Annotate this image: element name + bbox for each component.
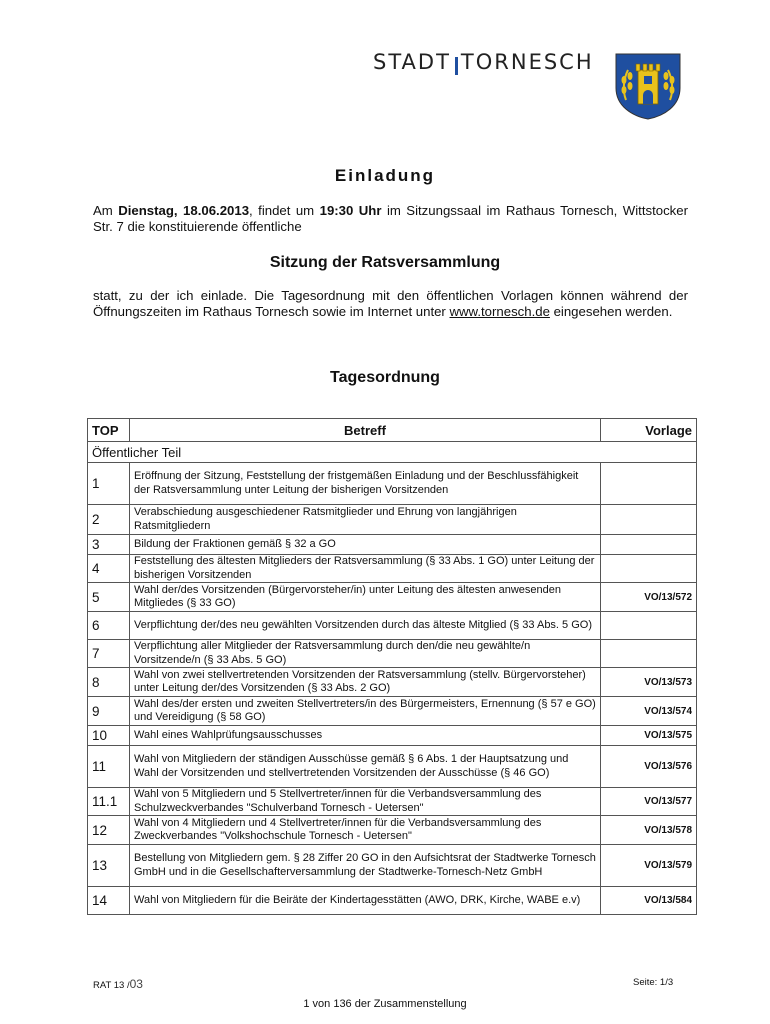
agenda-proposal: VO/13/577 [601, 788, 697, 816]
agenda-top-number: 3 [88, 535, 130, 555]
section-row [88, 442, 697, 463]
agenda-row [88, 583, 697, 612]
footer-reference [93, 977, 143, 991]
agenda-row [88, 816, 697, 845]
agenda-subject: Feststellung des ältesten Mitglieders der Ratsversammlung (§ 33 Abs. 1 GO) unter Leitung der bisherigen Vorsitzenden [130, 555, 601, 583]
agenda-proposal [601, 640, 697, 668]
agenda-row [88, 726, 697, 746]
agenda-top-number: 1 [88, 463, 130, 505]
agenda-subject: Wahl von zwei stellvertretenden Vorsitzenden der Ratsversammlung (stellv. Bürgervorsteher) unter Leitung der/des Vorsitzenden (§ 33 Abs. 2 GO) [130, 668, 601, 697]
body-text-1: statt, zu der ich einlade. Die Tagesordnung mit den öffentlichen Vorlagen können während der Öffnungszeiten im Rathaus Tornesch sowie im Internet unter [93, 288, 688, 319]
agenda-proposal: VO/13/574 [601, 697, 697, 726]
agenda-top-number: 8 [88, 668, 130, 697]
agenda-top-number: 5 [88, 583, 130, 612]
agenda-proposal [601, 535, 697, 555]
agenda-row [88, 463, 697, 505]
agenda-subject: Wahl des/der ersten und zweiten Stellvertreters/in des Bürgermeisters, Ernennung (§ 57 e GO) und Vereidigung (§ 58 GO) [130, 697, 601, 726]
agenda-row [88, 640, 697, 668]
footer-ref-number: 03 [129, 977, 143, 991]
meeting-title: Sitzung der Ratsversammlung [269, 254, 501, 271]
intro-paragraph [93, 203, 688, 235]
agenda-top-number: 14 [88, 887, 130, 915]
agenda-subject: Wahl der/des Vorsitzenden (Bürgervorsteher/in) unter Leitung des ältesten anwesenden Mitgliedes (§ 33 GO) [130, 583, 601, 612]
footer-page-number: Seite: 1/3 [633, 977, 674, 988]
body-paragraph [93, 288, 688, 320]
agenda-row [88, 668, 697, 697]
agenda-proposal: VO/13/572 [601, 583, 697, 612]
agenda-top-number: 4 [88, 555, 130, 583]
agenda-proposal: VO/13/573 [601, 668, 697, 697]
intro-text-2: , findet um [249, 203, 320, 218]
city-crest-icon [614, 52, 682, 120]
document-title: Einladung [334, 166, 436, 185]
agenda-subject: Verpflichtung aller Mitglieder der Ratsversammlung durch den/die neu gewählte/n Vorsitzende/n (§ 33 Abs. 5 GO) [130, 640, 601, 668]
agenda-subject: Wahl eines Wahlprüfungsausschusses [130, 726, 601, 746]
agenda-top-number: 10 [88, 726, 130, 746]
agenda-top-number: 6 [88, 612, 130, 640]
website-link[interactable]: www.tornesch.de [449, 304, 550, 319]
header-betreff: Betreff [130, 419, 601, 442]
agenda-title: Tagesordnung [330, 369, 440, 386]
city-name-separator [455, 57, 458, 75]
section-label: Öffentlicher Teil [88, 442, 697, 463]
agenda-row [88, 845, 697, 887]
agenda-row [88, 887, 697, 915]
agenda-proposal: VO/13/578 [601, 816, 697, 845]
agenda-top-number: 13 [88, 845, 130, 887]
agenda-subject: Wahl von 4 Mitgliedern und 4 Stellvertreter/innen für die Verbandsversammlung des Zweckverbandes "Volkshochschule Tornesch - Uetersen" [130, 816, 601, 845]
agenda-top-number: 11.1 [88, 788, 130, 816]
intro-text-3: im Sitzungssaal im Rathaus Tornesch, Wittstocker Str. 7 die konstituierende öffentliche [93, 203, 688, 234]
agenda-top-number: 11 [88, 746, 130, 788]
agenda-proposal [601, 463, 697, 505]
agenda-top-number: 9 [88, 697, 130, 726]
agenda-subject: Bildung der Fraktionen gemäß § 32 a GO [130, 535, 601, 555]
agenda-row [88, 505, 697, 535]
agenda-top-number: 2 [88, 505, 130, 535]
agenda-proposal [601, 612, 697, 640]
header-top: TOP [88, 419, 130, 442]
agenda-subject: Wahl von 5 Mitgliedern und 5 Stellvertreter/innen für die Verbandsversammlung des Schulzweckverbandes "Schulverband Tornesch - Uetersen" [130, 788, 601, 816]
header-vorlage: Vorlage [601, 419, 697, 442]
city-name-part1: STADT [373, 50, 451, 74]
agenda-proposal: VO/13/579 [601, 845, 697, 887]
footer-ref-prefix: RAT 13 / [93, 980, 130, 991]
agenda-row [88, 612, 697, 640]
agenda-subject: Wahl von Mitgliedern der ständigen Ausschüsse gemäß § 6 Abs. 1 der Hauptsatzung und Wahl der Vorsitzenden und stellvertretenden Vorsitzenden der Ausschüsse (§ 46 GO) [130, 746, 601, 788]
meeting-time: 19:30 Uhr [319, 203, 382, 218]
agenda-proposal: VO/13/576 [601, 746, 697, 788]
agenda-top-number: 12 [88, 816, 130, 845]
city-name [373, 50, 594, 75]
agenda-top-number: 7 [88, 640, 130, 668]
agenda-row [88, 746, 697, 788]
city-name-part2: TORNESCH [460, 50, 594, 74]
agenda-proposal: VO/13/584 [601, 887, 697, 915]
intro-text-1: Am [93, 203, 119, 218]
body-text-2: eingesehen werden. [549, 304, 673, 319]
agenda-proposal [601, 555, 697, 583]
agenda-row [88, 697, 697, 726]
footer-compilation-note: 1 von 136 der Zusammenstellung [303, 998, 467, 1010]
agenda-proposal: VO/13/575 [601, 726, 697, 746]
agenda-proposal [601, 505, 697, 535]
agenda-subject: Verpflichtung der/des neu gewählten Vorsitzenden durch das älteste Mitglied (§ 33 Abs. 5 GO) [130, 612, 601, 640]
agenda-subject: Eröffnung der Sitzung, Feststellung der fristgemäßen Einladung und der Beschlussfähigkeit der Ratsversammlung unter Leitung der bisherigen Vorsitzenden [130, 463, 601, 505]
agenda-table [87, 418, 697, 915]
agenda-row [88, 788, 697, 816]
agenda-subject: Wahl von Mitgliedern für die Beiräte der Kindertagesstätten (AWO, DRK, Kirche, WABE e.v) [130, 887, 601, 915]
agenda-row [88, 555, 697, 583]
agenda-row [88, 535, 697, 555]
agenda-subject: Bestellung von Mitgliedern gem. § 28 Ziffer 20 GO in den Aufsichtsrat der Stadtwerke Tornesch GmbH und in die Gesellschafterversammlung der Stadtwerke-Tornesch-Netz GmbH [130, 845, 601, 887]
meeting-date: Dienstag, 18.06.2013 [118, 203, 250, 218]
agenda-subject: Verabschiedung ausgeschiedener Ratsmitglieder und Ehrung von langjährigen Ratsmitgliedern [130, 505, 601, 535]
agenda-header-row [88, 419, 697, 442]
